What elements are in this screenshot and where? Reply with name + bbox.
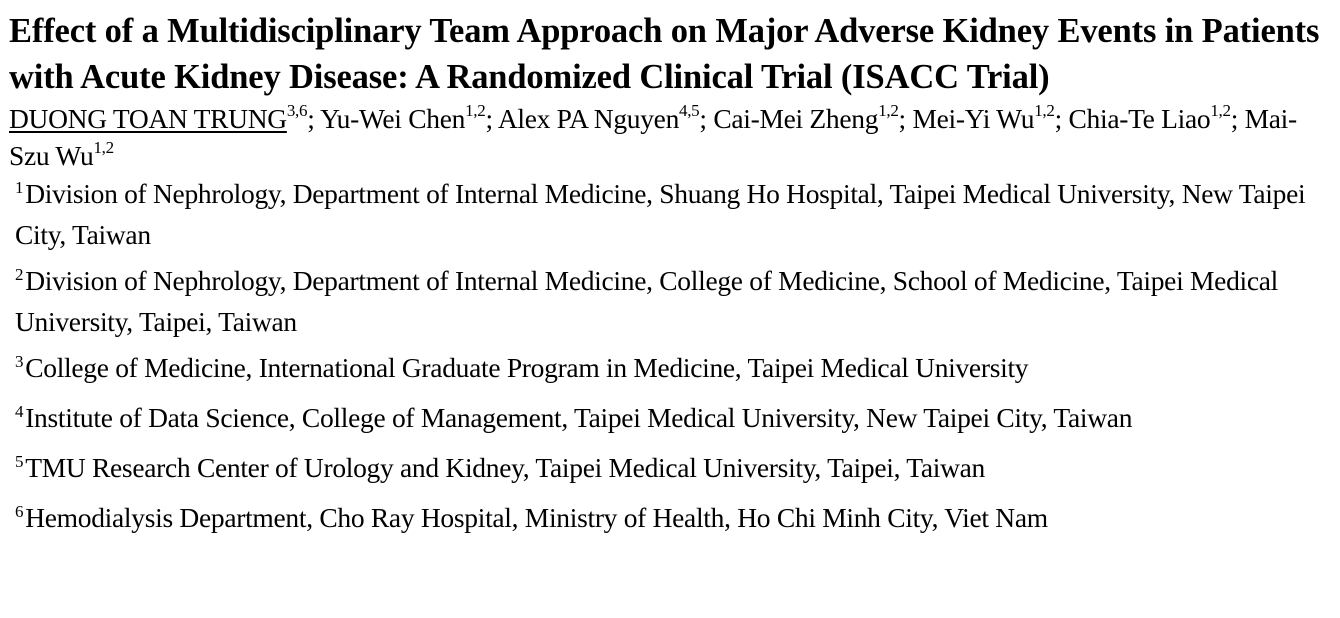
paper-header [9, 8, 1334, 549]
author-name: Mei-Yi Wu [912, 103, 1035, 134]
affiliation-number: 1 [15, 178, 24, 197]
affiliation-6 [15, 499, 1334, 540]
author-separator: ; [485, 103, 498, 134]
author-separator: ; [1230, 103, 1245, 134]
author-affiliation-marker: 1,2 [465, 100, 486, 120]
affiliation-text: Division of Nephrology, Department of Internal Medicine, College of Medicine, School of Medicine, Taipei Medical University, Taipei, Taiwan [15, 265, 1279, 337]
affiliation-text: Hemodialysis Department, Cho Ray Hospital, Ministry of Health, Ho Chi Minh City, Viet Nam [25, 502, 1048, 533]
author-1 [9, 100, 321, 134]
affiliation-number: 4 [15, 402, 24, 421]
author-5 [912, 100, 1069, 134]
affiliation-text: College of Medicine, International Graduate Program in Medicine, Taipei Medical University [25, 352, 1029, 383]
affiliation-3 [15, 349, 1334, 390]
author-2 [320, 100, 498, 134]
affiliation-1 [15, 175, 1334, 253]
paper-title: Effect of a Multidisciplinary Team Approach on Major Adverse Kidney Events in Patients with Acute Kidney Disease: A Randomized Clinical Trial (ISACC Trial) [9, 12, 1320, 96]
author-name: DUONG TOAN TRUNG [9, 103, 287, 134]
affiliation-4 [15, 399, 1334, 440]
author-4 [713, 100, 913, 134]
author-separator: ; [1054, 103, 1069, 134]
author-affiliation-marker: 1,2 [878, 100, 899, 120]
affiliation-2 [15, 262, 1334, 340]
affiliation-5 [15, 449, 1334, 490]
author-affiliation-marker: 1,2 [1210, 100, 1231, 120]
author-6 [1068, 100, 1245, 134]
author-name: Alex PA Nguyen [497, 103, 680, 134]
author-affiliation-marker: 4,5 [679, 100, 700, 120]
affiliation-text: Institute of Data Science, College of Management, Taipei Medical University, New Taipei City, Taiwan [25, 402, 1133, 433]
author-name: Mai-Szu Wu [9, 103, 1297, 171]
author-name: Cai-Mei Zheng [713, 103, 879, 134]
affiliation-text: Division of Nephrology, Department of Internal Medicine, Shuang Ho Hospital, Taipei Medical University, New Taipei City, Taiwan [15, 178, 1306, 250]
author-affiliation-marker: 1,2 [1034, 100, 1055, 120]
author-affiliation-marker: 3,6 [286, 100, 308, 120]
author-separator: ; [898, 103, 913, 134]
affiliation-number: 2 [15, 265, 24, 284]
affiliation-number: 6 [15, 502, 24, 521]
affiliation-text: TMU Research Center of Urology and Kidney, Taipei Medical University, Taipei, Taiwan [25, 452, 985, 483]
author-3 [497, 100, 714, 134]
author-separator: ; [699, 103, 714, 134]
author-name: Yu-Wei Chen [320, 103, 466, 134]
author-affiliation-marker: 1,2 [93, 137, 114, 157]
author-list [9, 100, 1334, 174]
author-name: Chia-Te Liao [1068, 103, 1211, 134]
affiliation-number: 3 [15, 352, 24, 371]
author-separator: ; [307, 103, 321, 134]
affiliation-list [9, 175, 1334, 540]
affiliation-number: 5 [15, 452, 24, 471]
